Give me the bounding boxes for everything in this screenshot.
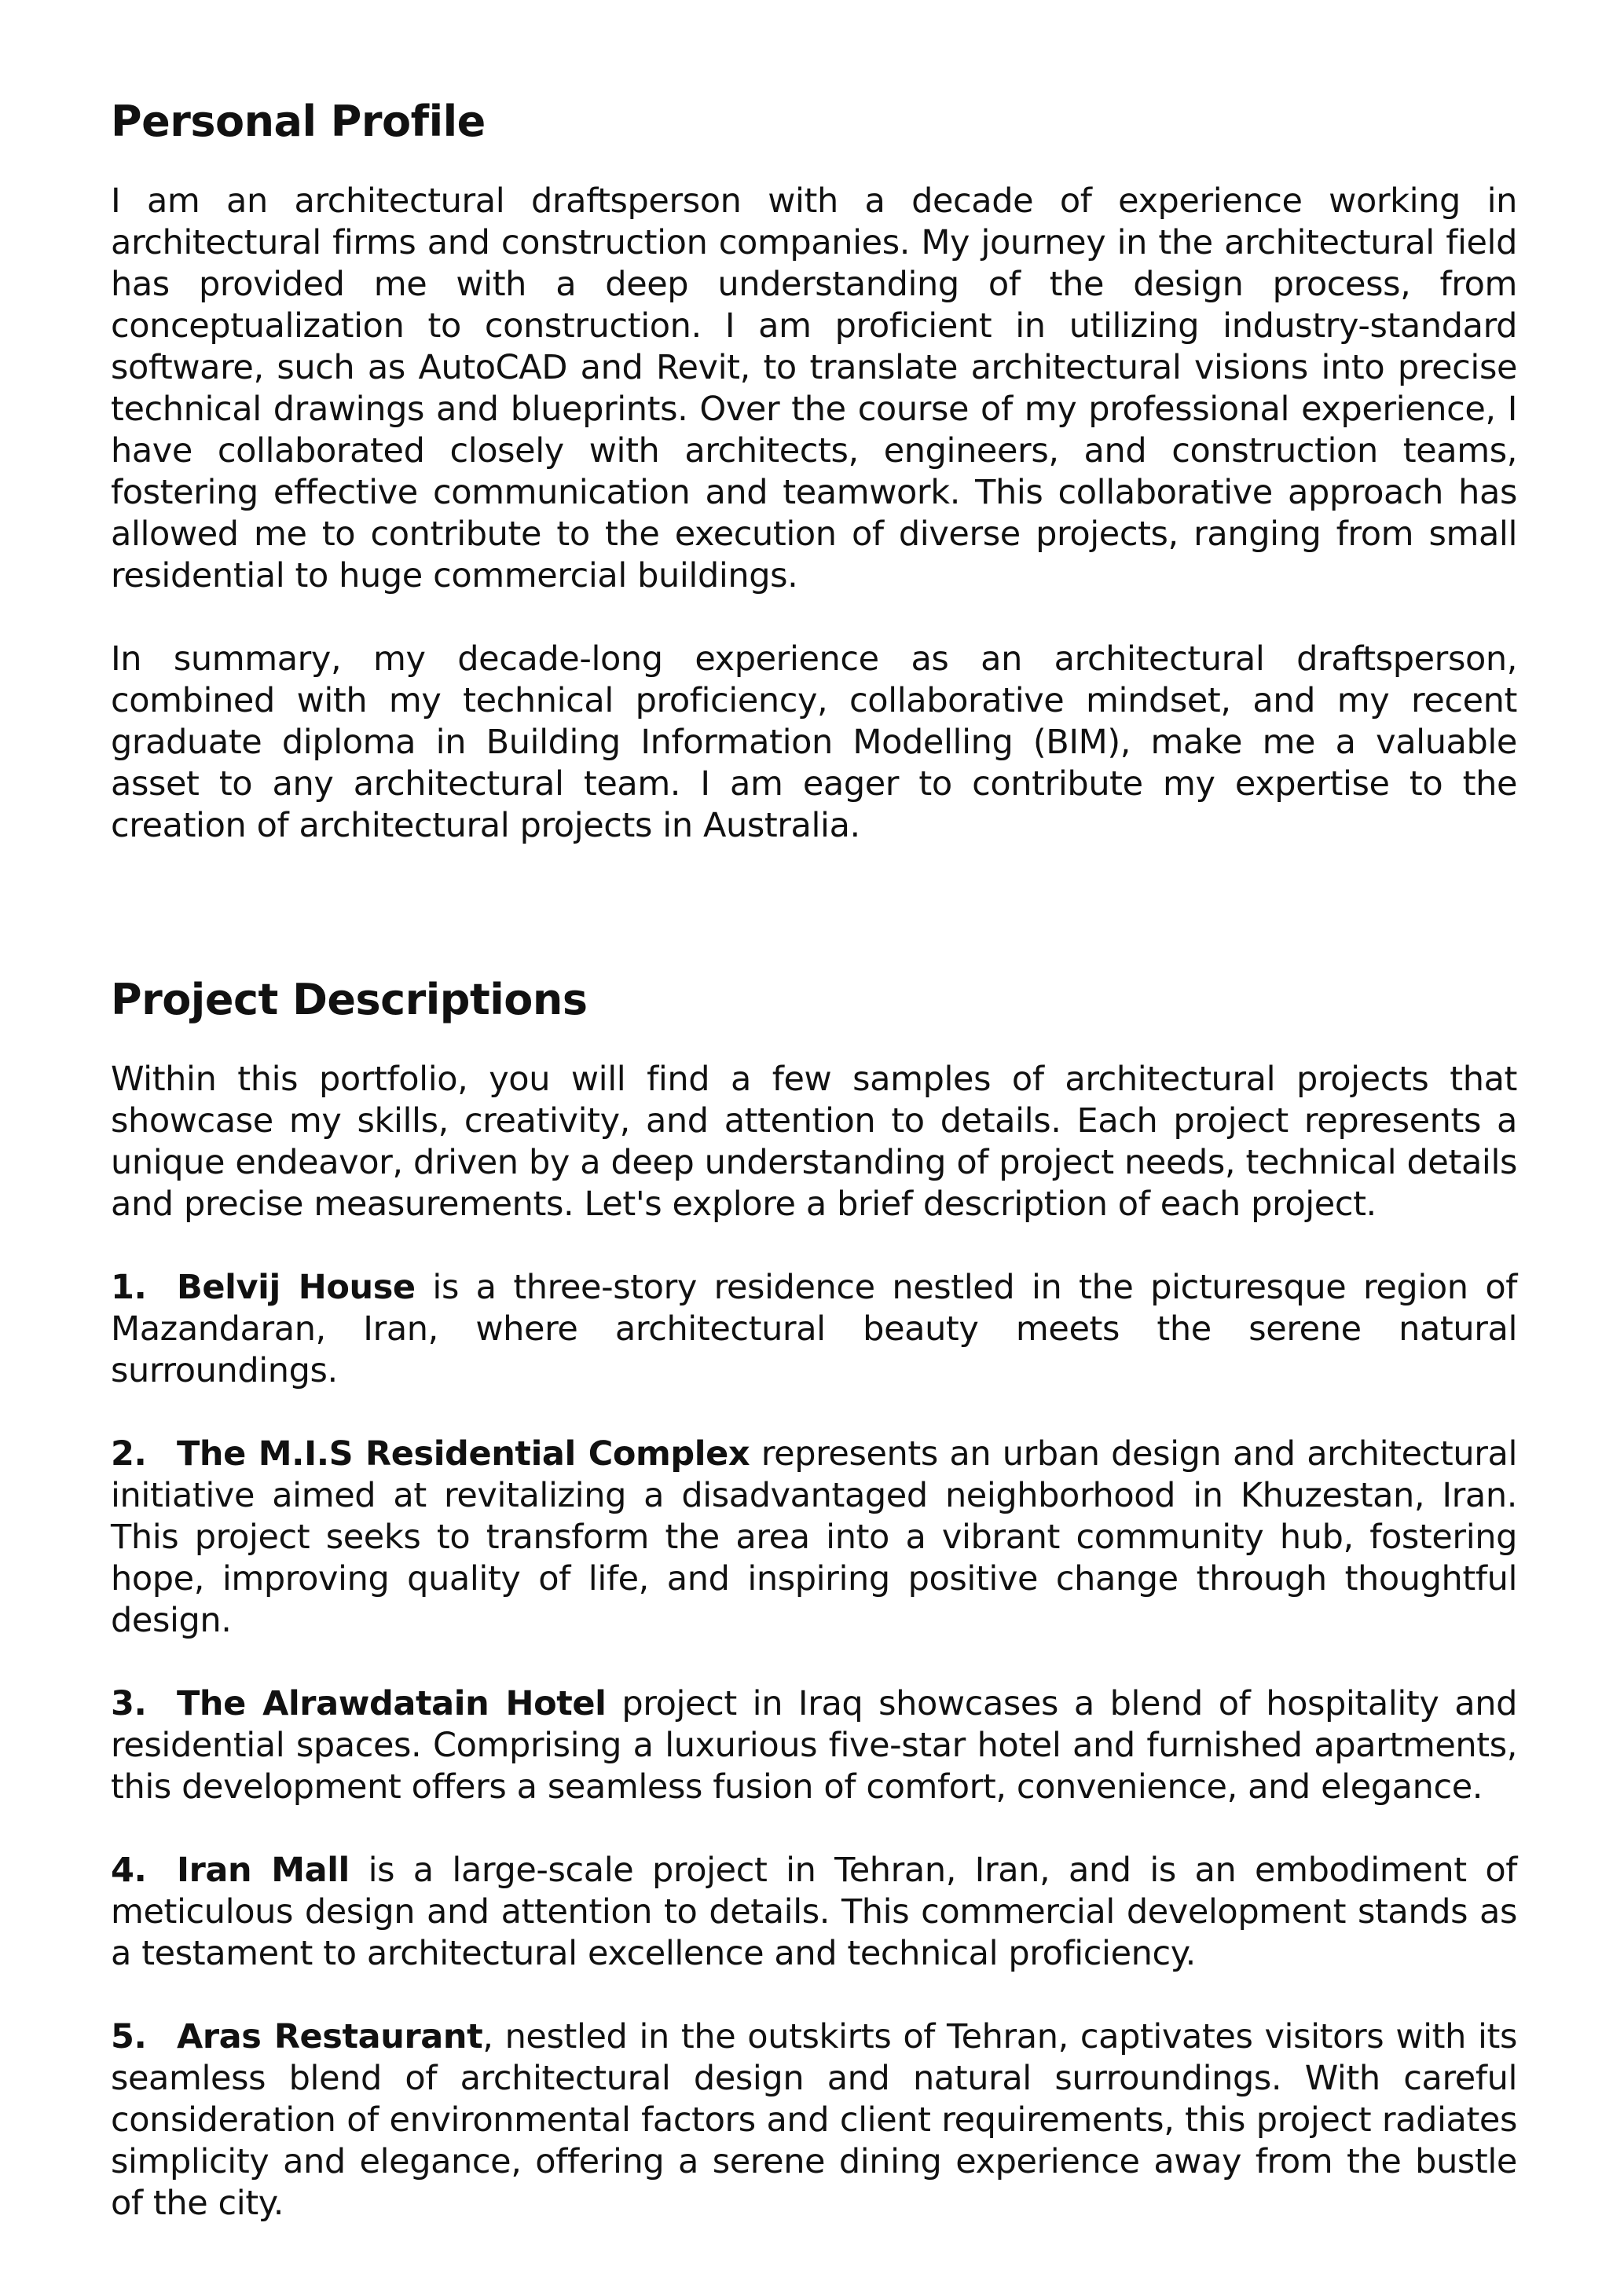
personal-profile-section <box>111 94 1517 847</box>
project-item <box>111 1683 1517 1808</box>
project-text: is a three-story residence nestled in the picturesque region of Mazandaran, Iran, where architectural beauty meets the serene natural surroundings. <box>111 1268 1517 1390</box>
project-name: Iran Mall <box>177 1851 350 1890</box>
project-item <box>111 2016 1517 2225</box>
project-item <box>111 1850 1517 1975</box>
project-text: , nestled in the outskirts of Tehran, captivates visitors with its seamless blend of architectural design and natural surroundings. With careful consideration of environmental factors and client requirements, this project radiates simplicity and elegance, offering a serene dining experience away from the bustle of the city. <box>111 2017 1517 2223</box>
project-name: Belvij House <box>177 1268 416 1307</box>
project-item <box>111 1434 1517 1642</box>
projects-intro-paragraph: Within this portfolio, you will find a few samples of architectural projects that showcase my skills, creativity, and attention to details. Each project represents a unique endeavor, driven by a deep understanding of project needs, technical details and precise measurements. Let's explore a brief description of each project. <box>111 1060 1517 1224</box>
project-descriptions-heading: Project Descriptions <box>111 975 588 1024</box>
project-number: 2. <box>111 1434 147 1474</box>
project-number: 3. <box>111 1684 147 1723</box>
project-name: The Alrawdatain Hotel <box>177 1684 607 1723</box>
project-name: The M.I.S Residential Complex <box>177 1434 750 1474</box>
project-text: project in Iraq showcases a blend of hospitality and residential spaces. Comprising a luxurious five-star hotel and furnished apartments, this development offers a seamless fusion of comfort, convenience, and elegance. <box>111 1684 1517 1807</box>
project-name: Aras Restaurant <box>177 2017 483 2056</box>
profile-paragraph: I am an architectural draftsperson with a decade of experience working in architectural firms and construction companies. My journey in the architectural field has provided me with a deep understanding of the design process, from conceptualization to construction. I am proficient in utilizing industry-standard software, such as AutoCAD and Revit, to translate architectural visions into precise technical drawings and blueprints. Over the course of my professional experience, I have collaborated closely with architects, engineers, and construction teams, fostering effective communication and teamwork. This collaborative approach has allowed me to contribute to the execution of diverse projects, ranging from small residential to huge commercial buildings. <box>111 181 1517 595</box>
project-number: 1. <box>111 1268 147 1307</box>
project-text: represents an urban design and architectural initiative aimed at revitalizing a disadvantaged neighborhood in Khuzestan, Iran. This project seeks to transform the area into a vibrant community hub, fostering hope, improving quality of life, and inspiring positive change through thoughtful design. <box>111 1434 1517 1640</box>
document-page <box>111 94 1517 2266</box>
project-item <box>111 1267 1517 1392</box>
project-number: 4. <box>111 1851 147 1890</box>
project-number: 5. <box>111 2017 147 2056</box>
project-text: is a large-scale project in Tehran, Iran, and is an embodiment of meticulous design and attention to details. This commercial development stands as a testament to architectural excellence and technical proficiency. <box>111 1851 1517 1973</box>
profile-summary-paragraph: In summary, my decade-long experience as an architectural draftsperson, combined with my technical proficiency, collaborative mindset, and my recent graduate diploma in Building Information Modelling (BIM), make me a valuable asset to any architectural team. I am eager to contribute my expertise to the creation of architectural projects in Australia. <box>111 639 1517 845</box>
project-descriptions-section <box>111 972 1517 2225</box>
personal-profile-heading: Personal Profile <box>111 97 486 146</box>
